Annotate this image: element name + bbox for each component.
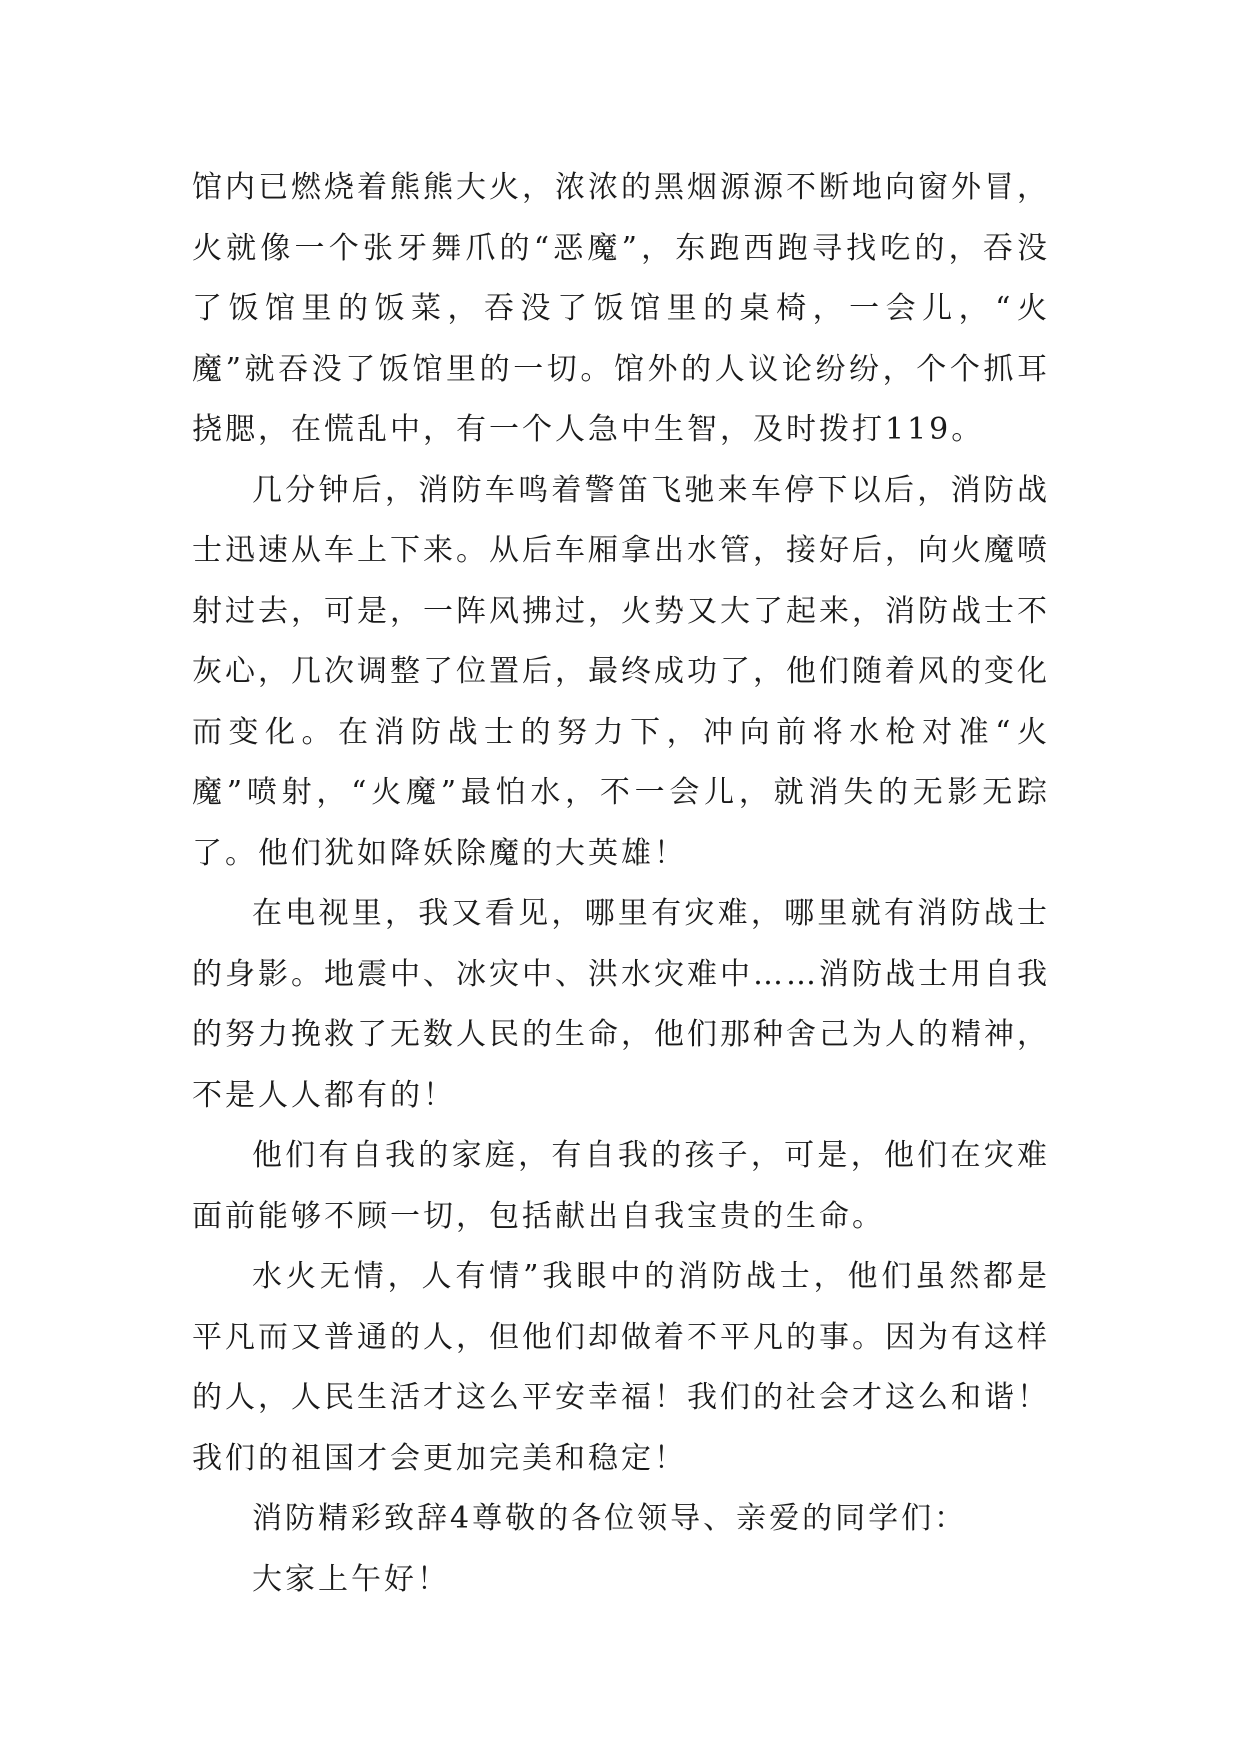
paragraph: 在电视里，我又看见，哪里有灾难，哪里就有消防战士的身影。地震中、冰灾中、洪水灾难中……消防战士用自我的努力挽救了无数人民的生命，他们那种舍己为人的精神，不是人人都有的！ bbox=[192, 896, 1050, 1113]
paragraph: 大家上午好！ bbox=[252, 1561, 450, 1597]
paragraph: 他们有自我的家庭，有自我的孩子，可是，他们在灾难面前能够不顾一切，包括献出自我宝贵的生命。 bbox=[192, 1138, 1050, 1234]
paragraph: 馆内已燃烧着熊熊大火，浓浓的黑烟源源不断地向窗外冒，火就像一个张牙舞爪的“恶魔”，东跑西跑寻找吃的，吞没了饭馆里的饭菜，吞没了饭馆里的桌椅，一会儿，“火魔”就吞没了饭馆里的一切。馆外的人议论纷纷，个个抓耳挠腮，在慌乱中，有一个人急中生智，及时拨打119。 bbox=[192, 170, 1050, 447]
paragraph: 水火无情，人有情”我眼中的消防战士，他们虽然都是平凡而又普通的人，但他们却做着不平凡的事。因为有这样的人，人民生活才这么平安幸福！我们的社会才这么和谐！我们的祖国才会更加完美和稳定！ bbox=[192, 1259, 1050, 1476]
document-body bbox=[192, 158, 1050, 1610]
paragraph: 消防精彩致辞4尊敬的各位领导、亲爱的同学们： bbox=[252, 1501, 968, 1536]
paragraph: 几分钟后，消防车鸣着警笛飞驰来车停下以后，消防战士迅速从车上下来。从后车厢拿出水管，接好后，向火魔喷射过去，可是，一阵风拂过，火势又大了起来，消防战士不灰心，几次调整了位置后，最终成功了，他们随着风的变化而变化。在消防战士的努力下，冲向前将水枪对准“火魔”喷射，“火魔”最怕水，不一会儿，就消失的无影无踪了。他们犹如降妖除魔的大英雄！ bbox=[192, 472, 1050, 871]
